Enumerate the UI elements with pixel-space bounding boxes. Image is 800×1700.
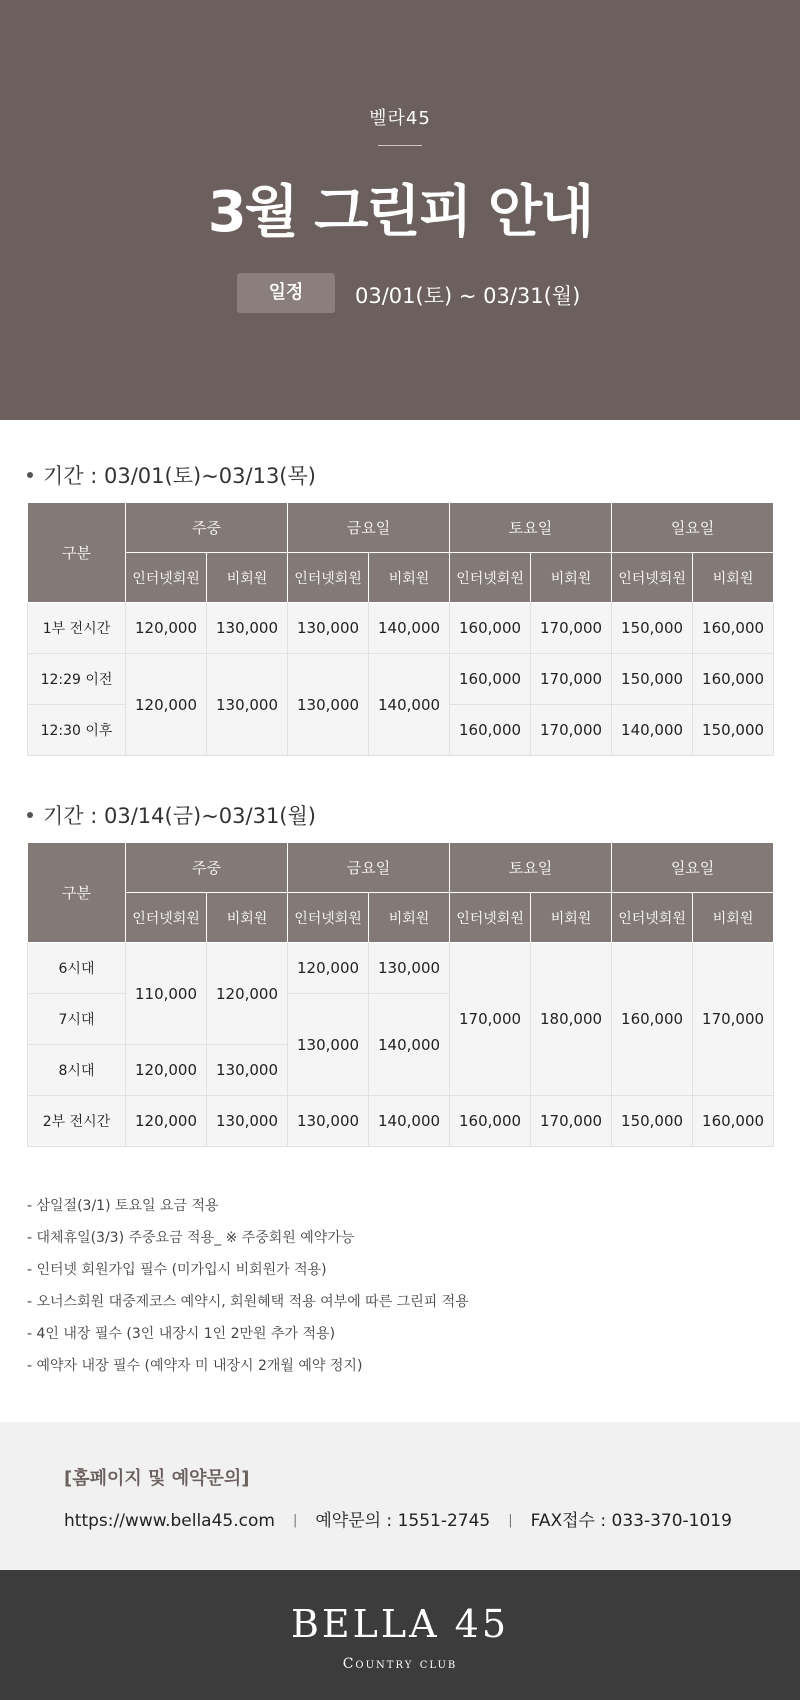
fee-cell: 120,000 (207, 943, 288, 1045)
fee-cell: 130,000 (207, 654, 288, 756)
fee-cell: 170,000 (531, 1096, 612, 1147)
table-subheader-row (28, 893, 774, 943)
fee-cell: 150,000 (612, 603, 693, 654)
schedule-badge: 일정 (237, 273, 335, 313)
fee-cell: 180,000 (531, 943, 612, 1096)
header-sunday: 일요일 (612, 503, 774, 553)
contact-title: [홈페이지 및 예약문의] (64, 1468, 250, 1489)
reservation-phone[interactable]: 예약문의 : 1551-2745 (315, 1511, 491, 1531)
note-item: - 삼일절(3/1) 토요일 요금 적용 (27, 1198, 219, 1214)
row-label: 8시대 (28, 1045, 126, 1096)
period1-title (27, 460, 316, 490)
fee-cell: 160,000 (612, 943, 693, 1096)
notes-list (27, 1194, 469, 1386)
period2-title-text: 기간 : 03/14(금)~03/31(월) (43, 804, 316, 828)
table-header-row (28, 843, 774, 893)
fee-cell: 160,000 (450, 1096, 531, 1147)
header-non-member: 비회원 (693, 893, 774, 943)
fee-cell: 160,000 (450, 705, 531, 756)
header-internet-member: 인터넷회원 (612, 553, 693, 603)
fee-cell: 160,000 (693, 654, 774, 705)
contact-row (64, 1506, 732, 1531)
fee-cell: 130,000 (207, 603, 288, 654)
brand-logo-subtitle: Country club (342, 1656, 458, 1672)
fee-cell: 140,000 (369, 1096, 450, 1147)
separator: | (292, 1513, 298, 1528)
header-internet-member: 인터넷회원 (288, 553, 369, 603)
fee-cell: 130,000 (288, 1096, 369, 1147)
hero-subtitle: 벨라45 (369, 108, 431, 129)
header-internet-member: 인터넷회원 (126, 893, 207, 943)
fee-cell: 140,000 (369, 654, 450, 756)
fee-cell: 170,000 (693, 943, 774, 1096)
bullet-icon (27, 812, 33, 818)
row-label: 2부 전시간 (28, 1096, 126, 1147)
fee-cell: 160,000 (450, 654, 531, 705)
fee-cell: 140,000 (369, 994, 450, 1096)
fee-cell: 170,000 (531, 603, 612, 654)
bullet-icon (27, 472, 33, 478)
fee-cell: 120,000 (126, 1045, 207, 1096)
table-subheader-row (28, 553, 774, 603)
header-non-member: 비회원 (531, 893, 612, 943)
hero-banner (0, 0, 800, 420)
period2-title (27, 800, 316, 830)
brand-logo: BELLA 45 (290, 1602, 509, 1646)
header-internet-member: 인터넷회원 (450, 893, 531, 943)
fee-cell: 140,000 (369, 603, 450, 654)
fee-cell: 150,000 (612, 654, 693, 705)
note-item: - 예약자 내장 필수 (예약자 미 내장시 2개월 예약 정지) (27, 1358, 363, 1374)
header-non-member: 비회원 (693, 553, 774, 603)
page-title: 3월 그린피 안내 (207, 180, 593, 245)
header-non-member: 비회원 (531, 553, 612, 603)
note-item: - 4인 내장 필수 (3인 내장시 1인 2만원 추가 적용) (27, 1326, 336, 1342)
row-label: 12:30 이후 (28, 705, 126, 756)
fee-cell: 150,000 (612, 1096, 693, 1147)
row-label: 7시대 (28, 994, 126, 1045)
note-item: - 대체휴일(3/3) 주중요금 적용_ ※ 주중회원 예약가능 (27, 1230, 355, 1246)
fee-cell: 150,000 (693, 705, 774, 756)
contact-section (0, 1422, 800, 1570)
fee-cell: 130,000 (369, 943, 450, 994)
period1-fee-table (27, 502, 774, 756)
row-label: 1부 전시간 (28, 603, 126, 654)
fee-cell: 160,000 (693, 1096, 774, 1147)
fee-cell: 140,000 (612, 705, 693, 756)
table-row (28, 603, 774, 654)
header-non-member: 비회원 (369, 893, 450, 943)
note-item: - 인터넷 회원가입 필수 (미가입시 비회원가 적용) (27, 1262, 327, 1278)
fee-cell: 170,000 (531, 705, 612, 756)
fee-cell: 120,000 (126, 603, 207, 654)
header-category: 구분 (28, 503, 126, 603)
header-non-member: 비회원 (207, 893, 288, 943)
fax-number: FAX접수 : 033-370-1019 (530, 1511, 732, 1531)
separator: | (508, 1513, 513, 1528)
header-internet-member: 인터넷회원 (288, 893, 369, 943)
homepage-link[interactable]: https://www.bella45.com (64, 1511, 275, 1531)
header-category: 구분 (28, 843, 126, 943)
header-weekday: 주중 (126, 503, 288, 553)
header-saturday: 토요일 (450, 843, 612, 893)
fee-cell: 170,000 (450, 943, 531, 1096)
table-header-row (28, 503, 774, 553)
header-internet-member: 인터넷회원 (612, 893, 693, 943)
table-row (28, 1096, 774, 1147)
header-friday: 금요일 (288, 843, 450, 893)
fee-cell: 120,000 (126, 654, 207, 756)
note-item: - 오너스회원 대중제코스 예약시, 회원혜택 적용 여부에 따른 그린피 적용 (27, 1294, 469, 1310)
header-internet-member: 인터넷회원 (126, 553, 207, 603)
fee-cell: 120,000 (288, 943, 369, 994)
fee-cell: 160,000 (450, 603, 531, 654)
period2-fee-table (27, 842, 774, 1147)
fee-cell: 120,000 (126, 1096, 207, 1147)
fee-cell: 110,000 (126, 943, 207, 1045)
header-saturday: 토요일 (450, 503, 612, 553)
fee-cell: 160,000 (693, 603, 774, 654)
table-row (28, 943, 774, 994)
fee-cell: 130,000 (207, 1045, 288, 1096)
header-weekday: 주중 (126, 843, 288, 893)
fee-cell: 130,000 (207, 1096, 288, 1147)
footer (0, 1570, 800, 1700)
row-label: 6시대 (28, 943, 126, 994)
table-row (28, 654, 774, 705)
schedule-date: 03/01(토) ~ 03/31(월) (355, 284, 581, 308)
header-non-member: 비회원 (207, 553, 288, 603)
header-non-member: 비회원 (369, 553, 450, 603)
fee-cell: 130,000 (288, 994, 369, 1096)
header-internet-member: 인터넷회원 (450, 553, 531, 603)
period1-title-text: 기간 : 03/01(토)~03/13(목) (43, 464, 316, 488)
fee-cell: 170,000 (531, 654, 612, 705)
header-friday: 금요일 (288, 503, 450, 553)
hero-divider (378, 145, 422, 146)
fee-cell: 130,000 (288, 603, 369, 654)
header-sunday: 일요일 (612, 843, 774, 893)
row-label: 12:29 이전 (28, 654, 126, 705)
fee-cell: 130,000 (288, 654, 369, 756)
